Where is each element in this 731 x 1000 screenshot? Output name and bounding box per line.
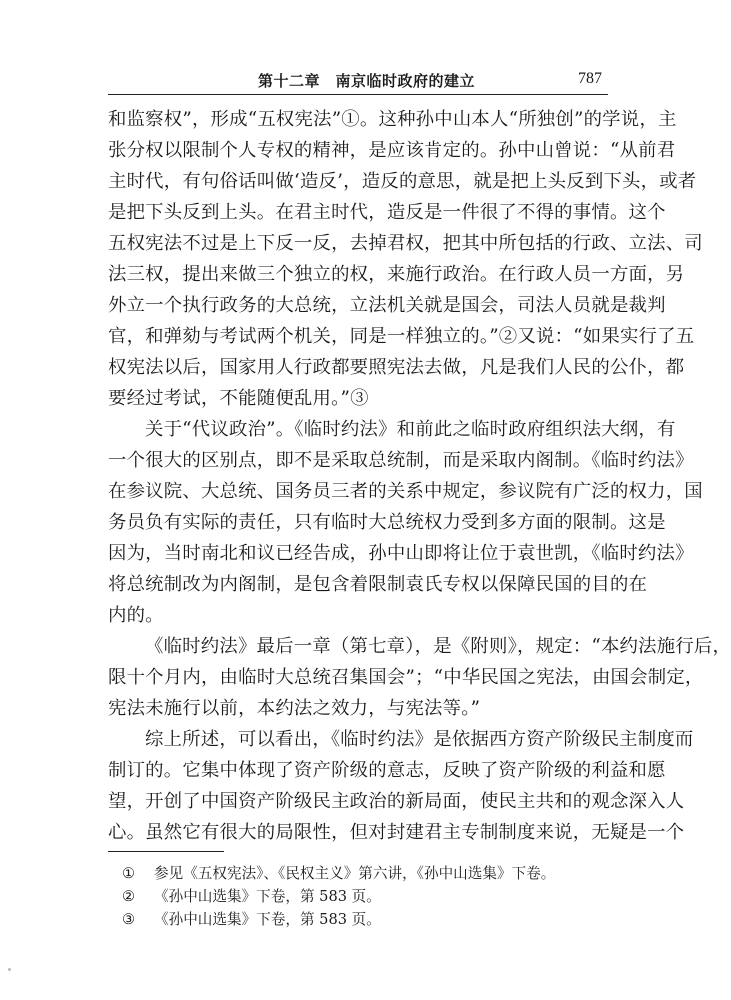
text-line: 张分权以限制个人专权的精神，是应该肯定的。孙中山曾说：“从前君 — [108, 140, 676, 161]
footnote-marker: ② — [122, 888, 136, 905]
page-number: 787 — [578, 70, 602, 87]
footnotes — [108, 862, 608, 931]
text-line: 一个很大的区别点，即不是采取总统制，而是采取内阁制。《临时约法》 — [108, 450, 694, 471]
footnote-item — [108, 908, 608, 931]
footnote-divider — [108, 851, 224, 852]
text-line: 法三权，提出来做三个独立的权，来施行政治。在行政人员一方面，另 — [108, 264, 685, 285]
text-line: 将总统制改为内阁制，是包含着限制袁氏专权以保障民国的目的在 — [108, 574, 648, 595]
body-text — [108, 104, 731, 848]
text-line: 宪法未施行以前，本约法之效力，与宪法等。” — [108, 698, 481, 719]
text-line: 限十个月内，由临时大总统召集国会”；“中华民国之宪法，由国会制定， — [108, 667, 704, 688]
footnote-text: 《孙中山选集》下卷，第 583 页。 — [154, 888, 381, 905]
footnote-item — [108, 885, 608, 908]
text-line: 关于“代议政治”。《临时约法》和前此之临时政府组织法大纲，有 — [145, 419, 676, 440]
text-line: 权宪法以后，国家用人行政都要照宪法去做，凡是我们人民的公仆，都 — [108, 357, 685, 378]
text-line: 要经过考试，不能随便乱用。”③ — [108, 388, 369, 409]
footnote-text: 《孙中山选集》下卷，第 583 页。 — [154, 911, 381, 928]
text-line: 因为，当时南北和议已经告成，孙中山即将让位于袁世凯，《临时约法》 — [108, 543, 694, 564]
text-line: 务员负有实际的责任，只有临时大总统权力受到多方面的限制。这是 — [108, 512, 666, 533]
text-line: 综上所述，可以看出，《临时约法》是依据西方资产阶级民主制度而 — [145, 729, 694, 750]
footnote-marker: ③ — [122, 911, 136, 928]
running-header — [108, 64, 608, 95]
footnote-marker: ① — [122, 865, 136, 882]
text-line: 和监察权”，形成“五权宪法”①。这种孙中山本人“所独创”的学说，主 — [108, 109, 677, 130]
text-line: 制订的。它集中体现了资产阶级的意志，反映了资产阶级的利益和愿 — [108, 760, 666, 781]
text-line: 心。虽然它有很大的局限性，但对封建君主专制制度来说，无疑是一个 — [108, 822, 685, 843]
text-line: 内的。 — [108, 605, 164, 626]
text-line: 外立一个执行政务的大总统，立法机关就是国会，司法人员就是裁判 — [108, 295, 666, 316]
text-line: 在参议院、大总统、国务员三者的关系中规定，参议院有广泛的权力，国 — [108, 481, 703, 502]
scan-speck — [8, 968, 11, 971]
chapter-title: 第十二章 南京临时政府的建立 — [258, 72, 476, 90]
text-line: 《临时约法》最后一章（第七章），是《附则》，规定：“本约法施行后， — [145, 636, 731, 657]
text-line: 五权宪法不过是上下反一反，去掉君权，把其中所包括的行政、立法、司 — [108, 233, 703, 254]
text-line: 主时代，有句俗话叫做‘造反’，造反的意思，就是把上头反到下头，或者 — [108, 171, 697, 192]
footnote-text: 参见《五权宪法》、《民权主义》第六讲，《孙中山选集》下卷。 — [154, 865, 556, 882]
text-line: 望，开创了中国资产阶级民主政治的新局面，使民主共和的观念深入人 — [108, 791, 685, 812]
text-line: 是把下头反到上头。在君主时代，造反是一件很了不得的事情。这个 — [108, 202, 666, 223]
footnote-item — [108, 862, 608, 885]
text-line: 官，和弹劾与考试两个机关，同是一样独立的。”②又说：“如果实行了五 — [108, 326, 695, 347]
